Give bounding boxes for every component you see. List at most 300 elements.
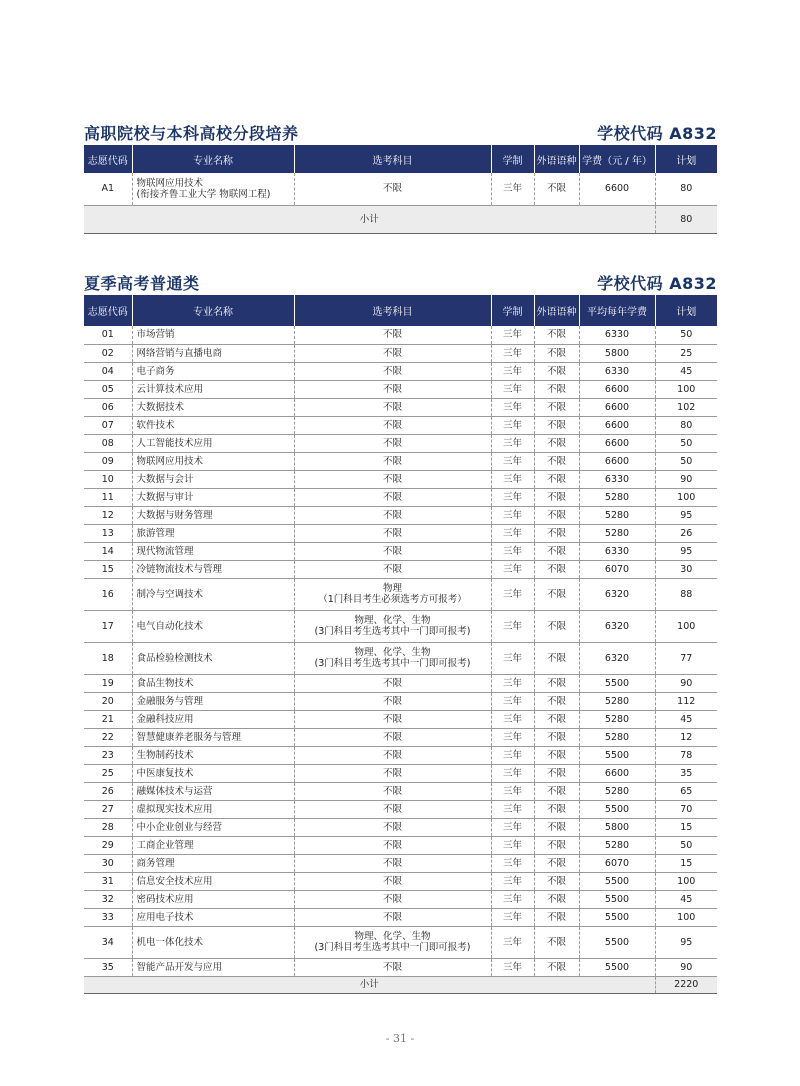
cell-fee: 5800 [579, 818, 655, 836]
col-header: 计划 [655, 145, 717, 173]
table-row [84, 506, 717, 524]
cell-years: 三年 [491, 710, 534, 728]
cell-lang: 不限 [534, 836, 579, 854]
cell-name: 电子商务 [132, 362, 294, 380]
cell-fee: 5500 [579, 908, 655, 926]
table-row [84, 782, 717, 800]
cell-fee: 6600 [579, 173, 655, 205]
cell-fee: 5280 [579, 782, 655, 800]
cell-plan: 100 [655, 380, 717, 398]
cell-fee: 6600 [579, 764, 655, 782]
cell-fee: 6320 [579, 578, 655, 610]
cell-plan: 12 [655, 728, 717, 746]
table-row [84, 872, 717, 890]
cell-lang: 不限 [534, 764, 579, 782]
cell-years: 三年 [491, 524, 534, 542]
cell-plan: 100 [655, 908, 717, 926]
cell-years: 三年 [491, 434, 534, 452]
table-row [84, 578, 717, 610]
cell-fee: 5500 [579, 800, 655, 818]
table-row [84, 800, 717, 818]
cell-fee: 5500 [579, 746, 655, 764]
cell-code: 33 [84, 908, 132, 926]
page-number: - 31 - [385, 1032, 415, 1045]
cell-subject: 不限 [294, 488, 491, 506]
cell-plan: 26 [655, 524, 717, 542]
subtotal-label: 小计 [84, 976, 655, 993]
cell-name: 食品生物技术 [132, 674, 294, 692]
table-row [84, 710, 717, 728]
cell-code: 02 [84, 344, 132, 362]
cell-fee: 5500 [579, 872, 655, 890]
cell-years: 三年 [491, 800, 534, 818]
cell-name: 智慧健康养老服务与管理 [132, 728, 294, 746]
cell-code: 18 [84, 642, 132, 674]
cell-lang: 不限 [534, 578, 579, 610]
cell-lang: 不限 [534, 782, 579, 800]
cell-code: 13 [84, 524, 132, 542]
cell-subject: 不限 [294, 173, 491, 205]
cell-subject: 不限 [294, 710, 491, 728]
cell-subject-line2: (3门科目考生选考其中一门即可报考) [314, 658, 471, 669]
cell-plan: 50 [655, 326, 717, 344]
cell-fee: 6070 [579, 854, 655, 872]
cell-name: 大数据与财务管理 [132, 506, 294, 524]
cell-code: 17 [84, 610, 132, 642]
cell-code: 23 [84, 746, 132, 764]
cell-fee: 5280 [579, 836, 655, 854]
cell-years: 三年 [491, 746, 534, 764]
cell-lang: 不限 [534, 488, 579, 506]
cell-lang: 不限 [534, 642, 579, 674]
cell-years: 三年 [491, 326, 534, 344]
cell-code: 32 [84, 890, 132, 908]
cell-fee: 6600 [579, 434, 655, 452]
cell-name-line1: 物联网应用技术 [136, 177, 204, 189]
cell-lang: 不限 [534, 746, 579, 764]
cell-plan: 45 [655, 890, 717, 908]
cell-fee: 5500 [579, 674, 655, 692]
cell-subject: 不限 [294, 764, 491, 782]
cell-fee: 5280 [579, 524, 655, 542]
cell-fee: 6600 [579, 416, 655, 434]
cell-years: 三年 [491, 470, 534, 488]
cell-name: 密码技术应用 [132, 890, 294, 908]
cell-years: 三年 [491, 380, 534, 398]
cell-name: 云计算技术应用 [132, 380, 294, 398]
cell-name: 融媒体技术与运营 [132, 782, 294, 800]
cell-years: 三年 [491, 692, 534, 710]
subtotal-value: 2220 [655, 976, 717, 993]
cell-name: 商务管理 [132, 854, 294, 872]
section1-header-row [84, 145, 717, 173]
section2-header [84, 268, 717, 294]
cell-lang: 不限 [534, 890, 579, 908]
cell-code: 25 [84, 764, 132, 782]
table-row [84, 610, 717, 642]
cell-years: 三年 [491, 818, 534, 836]
cell-years: 三年 [491, 416, 534, 434]
cell-years: 三年 [491, 958, 534, 976]
col-header: 专业名称 [132, 295, 294, 326]
cell-fee: 5500 [579, 890, 655, 908]
col-header: 专业名称 [132, 145, 294, 173]
cell-lang: 不限 [534, 326, 579, 344]
cell-fee: 6330 [579, 362, 655, 380]
table-row [84, 926, 717, 958]
cell-plan: 35 [655, 764, 717, 782]
cell-code: 15 [84, 560, 132, 578]
cell-code: 14 [84, 542, 132, 560]
cell-plan: 50 [655, 836, 717, 854]
cell-plan: 100 [655, 488, 717, 506]
cell-subject: 不限 [294, 380, 491, 398]
cell-code: 29 [84, 836, 132, 854]
cell-fee: 5280 [579, 710, 655, 728]
cell-code: 07 [84, 416, 132, 434]
cell-years: 三年 [491, 542, 534, 560]
cell-subject: 不限 [294, 398, 491, 416]
cell-code: 35 [84, 958, 132, 976]
cell-plan: 78 [655, 746, 717, 764]
cell-name: 大数据与会计 [132, 470, 294, 488]
table-row [84, 524, 717, 542]
cell-subject: 不限 [294, 800, 491, 818]
cell-lang: 不限 [534, 908, 579, 926]
cell-lang: 不限 [534, 398, 579, 416]
cell-plan: 90 [655, 470, 717, 488]
cell-years: 三年 [491, 560, 534, 578]
cell-subject: 不限 [294, 692, 491, 710]
cell-name: 大数据与审计 [132, 488, 294, 506]
cell-plan: 45 [655, 710, 717, 728]
cell-subject: 不限 [294, 452, 491, 470]
cell-subject-line2: (3门科目考生选考其中一门即可报考) [314, 942, 471, 953]
col-header: 选考科目 [294, 145, 491, 173]
cell-lang: 不限 [534, 872, 579, 890]
section1-table [84, 145, 717, 234]
cell-years: 三年 [491, 488, 534, 506]
section1-header [84, 118, 717, 144]
cell-lang: 不限 [534, 524, 579, 542]
table-row [84, 642, 717, 674]
cell-name: 大数据技术 [132, 398, 294, 416]
cell-subject: 不限 [294, 728, 491, 746]
cell-name: 中小企业创业与经营 [132, 818, 294, 836]
cell-code: 31 [84, 872, 132, 890]
cell-subject: 不限 [294, 344, 491, 362]
cell-plan: 50 [655, 452, 717, 470]
cell-lang: 不限 [534, 173, 579, 205]
cell-subject: 不限 [294, 506, 491, 524]
col-header: 学费（元 / 年） [579, 145, 655, 173]
table-row [84, 728, 717, 746]
cell-plan: 15 [655, 818, 717, 836]
cell-plan: 95 [655, 926, 717, 958]
subtotal-row [84, 976, 717, 993]
cell-lang: 不限 [534, 560, 579, 578]
cell-years: 三年 [491, 728, 534, 746]
cell-lang: 不限 [534, 818, 579, 836]
cell-name: 工商企业管理 [132, 836, 294, 854]
cell-lang: 不限 [534, 800, 579, 818]
subtotal-row [84, 205, 717, 233]
table-row [84, 674, 717, 692]
section2-table [84, 295, 717, 994]
cell-lang: 不限 [534, 380, 579, 398]
table-row [84, 890, 717, 908]
cell-subject: 不限 [294, 746, 491, 764]
cell-years: 三年 [491, 344, 534, 362]
cell-name: 网络营销与直播电商 [132, 344, 294, 362]
cell-subject: 不限 [294, 542, 491, 560]
cell-subject-line1: 物理、化学、生物 [354, 615, 431, 626]
cell-lang: 不限 [534, 470, 579, 488]
cell-code: 22 [84, 728, 132, 746]
table-row [84, 344, 717, 362]
cell-lang: 不限 [534, 610, 579, 642]
cell-fee: 6320 [579, 642, 655, 674]
cell-fee: 6600 [579, 398, 655, 416]
cell-fee: 6070 [579, 560, 655, 578]
cell-name: 电气自动化技术 [132, 610, 294, 642]
cell-plan: 95 [655, 506, 717, 524]
cell-subject: 不限 [294, 854, 491, 872]
cell-code: 27 [84, 800, 132, 818]
cell-subject: 不限 [294, 958, 491, 976]
cell-lang: 不限 [534, 344, 579, 362]
cell-code: 26 [84, 782, 132, 800]
cell-name: 旅游管理 [132, 524, 294, 542]
cell-subject: 不限 [294, 818, 491, 836]
cell-years: 三年 [491, 452, 534, 470]
table-row [84, 452, 717, 470]
cell-years: 三年 [491, 398, 534, 416]
cell-name: 信息安全技术应用 [132, 872, 294, 890]
cell-name: 金融科技应用 [132, 710, 294, 728]
cell-subject: 不限 [294, 782, 491, 800]
table-row [84, 380, 717, 398]
cell-subject-line1: 物理、化学、生物 [354, 931, 431, 942]
cell-years: 三年 [491, 782, 534, 800]
col-header: 志愿代码 [84, 145, 132, 173]
cell-code: 08 [84, 434, 132, 452]
cell-fee: 5500 [579, 958, 655, 976]
cell-name [132, 173, 294, 205]
cell-lang: 不限 [534, 434, 579, 452]
cell-plan: 90 [655, 958, 717, 976]
cell-code: 11 [84, 488, 132, 506]
table-row [84, 764, 717, 782]
cell-years: 三年 [491, 610, 534, 642]
col-header: 外语语种 [534, 295, 579, 326]
cell-code: A1 [84, 173, 132, 205]
subtotal-label: 小计 [84, 205, 655, 233]
cell-subject: 不限 [294, 434, 491, 452]
cell-subject: 不限 [294, 836, 491, 854]
cell-plan: 112 [655, 692, 717, 710]
cell-name: 冷链物流技术与管理 [132, 560, 294, 578]
cell-plan: 100 [655, 872, 717, 890]
cell-lang: 不限 [534, 542, 579, 560]
cell-name: 食品检验检测技术 [132, 642, 294, 674]
cell-subject-line2: （1门科目考生必须选考方可报考） [318, 594, 467, 605]
cell-name: 制冷与空调技术 [132, 578, 294, 610]
cell-name: 金融服务与管理 [132, 692, 294, 710]
cell-lang: 不限 [534, 506, 579, 524]
cell-years: 三年 [491, 362, 534, 380]
cell-years: 三年 [491, 872, 534, 890]
cell-code: 20 [84, 692, 132, 710]
col-header: 外语语种 [534, 145, 579, 173]
cell-subject: 不限 [294, 524, 491, 542]
cell-plan: 100 [655, 610, 717, 642]
cell-lang: 不限 [534, 854, 579, 872]
cell-fee: 6600 [579, 380, 655, 398]
table-row [84, 818, 717, 836]
cell-code: 10 [84, 470, 132, 488]
section1-school-code: 学校代码 A832 [597, 124, 717, 143]
cell-plan: 65 [655, 782, 717, 800]
cell-name: 现代物流管理 [132, 542, 294, 560]
table-row [84, 488, 717, 506]
cell-code: 28 [84, 818, 132, 836]
cell-code: 01 [84, 326, 132, 344]
cell-fee: 5500 [579, 926, 655, 958]
cell-lang: 不限 [534, 416, 579, 434]
cell-lang: 不限 [534, 926, 579, 958]
table-row [84, 173, 717, 205]
cell-subject: 不限 [294, 890, 491, 908]
table-row [84, 746, 717, 764]
cell-years: 三年 [491, 674, 534, 692]
cell-lang: 不限 [534, 958, 579, 976]
cell-name: 智能产品开发与应用 [132, 958, 294, 976]
table-row [84, 362, 717, 380]
table-row [84, 560, 717, 578]
cell-fee: 5280 [579, 506, 655, 524]
cell-name: 生物制药技术 [132, 746, 294, 764]
cell-code: 16 [84, 578, 132, 610]
table-row [84, 692, 717, 710]
col-header: 计划 [655, 295, 717, 326]
cell-subject: 不限 [294, 362, 491, 380]
cell-code: 09 [84, 452, 132, 470]
cell-subject [294, 610, 491, 642]
col-header: 学制 [491, 145, 534, 173]
cell-code: 12 [84, 506, 132, 524]
cell-years: 三年 [491, 854, 534, 872]
table-row [84, 326, 717, 344]
cell-subject: 不限 [294, 560, 491, 578]
cell-lang: 不限 [534, 362, 579, 380]
cell-plan: 45 [655, 362, 717, 380]
cell-fee: 5280 [579, 728, 655, 746]
cell-lang: 不限 [534, 728, 579, 746]
cell-code: 34 [84, 926, 132, 958]
section2-school-code: 学校代码 A832 [597, 274, 717, 293]
cell-fee: 6330 [579, 326, 655, 344]
cell-name: 软件技术 [132, 416, 294, 434]
cell-name: 中医康复技术 [132, 764, 294, 782]
cell-fee: 6320 [579, 610, 655, 642]
table-row [84, 542, 717, 560]
cell-plan: 95 [655, 542, 717, 560]
cell-lang: 不限 [534, 692, 579, 710]
cell-plan: 88 [655, 578, 717, 610]
cell-years: 三年 [491, 890, 534, 908]
cell-plan: 80 [655, 173, 717, 205]
cell-lang: 不限 [534, 452, 579, 470]
cell-subject-line2: (3门科目考生选考其中一门即可报考) [314, 626, 471, 637]
cell-subject: 不限 [294, 674, 491, 692]
cell-lang: 不限 [534, 710, 579, 728]
cell-code: 05 [84, 380, 132, 398]
cell-lang: 不限 [534, 674, 579, 692]
cell-name: 市场营销 [132, 326, 294, 344]
cell-plan: 50 [655, 434, 717, 452]
cell-plan: 80 [655, 416, 717, 434]
cell-years: 三年 [491, 926, 534, 958]
table-row [84, 854, 717, 872]
cell-code: 30 [84, 854, 132, 872]
cell-fee: 6330 [579, 470, 655, 488]
table-row [84, 470, 717, 488]
cell-code: 06 [84, 398, 132, 416]
cell-subject-line1: 物理、化学、生物 [354, 647, 431, 658]
cell-name: 虚拟现实技术应用 [132, 800, 294, 818]
table-row [84, 958, 717, 976]
cell-fee: 5280 [579, 488, 655, 506]
cell-name: 机电一体化技术 [132, 926, 294, 958]
cell-subject [294, 642, 491, 674]
cell-subject [294, 926, 491, 958]
cell-plan: 25 [655, 344, 717, 362]
cell-code: 21 [84, 710, 132, 728]
cell-fee: 6330 [579, 542, 655, 560]
table-row [84, 416, 717, 434]
section2-title: 夏季高考普通类 [84, 274, 200, 293]
section2-header-row [84, 295, 717, 326]
cell-fee: 6600 [579, 452, 655, 470]
cell-years: 三年 [491, 578, 534, 610]
cell-plan: 70 [655, 800, 717, 818]
cell-subject [294, 578, 491, 610]
table-row [84, 434, 717, 452]
cell-years: 三年 [491, 642, 534, 674]
cell-fee: 5800 [579, 344, 655, 362]
cell-plan: 15 [655, 854, 717, 872]
cell-name: 人工智能技术应用 [132, 434, 294, 452]
section1-title: 高职院校与本科高校分段培养 [84, 124, 299, 143]
cell-years: 三年 [491, 908, 534, 926]
cell-subject: 不限 [294, 416, 491, 434]
col-header: 学制 [491, 295, 534, 326]
cell-plan: 90 [655, 674, 717, 692]
table-row [84, 398, 717, 416]
cell-code: 19 [84, 674, 132, 692]
cell-subject: 不限 [294, 872, 491, 890]
table-row [84, 908, 717, 926]
cell-subject: 不限 [294, 470, 491, 488]
col-header: 选考科目 [294, 295, 491, 326]
cell-plan: 102 [655, 398, 717, 416]
cell-years: 三年 [491, 506, 534, 524]
cell-subject-line1: 物理 [382, 583, 402, 594]
cell-code: 04 [84, 362, 132, 380]
cell-fee: 5280 [579, 692, 655, 710]
cell-years: 三年 [491, 836, 534, 854]
